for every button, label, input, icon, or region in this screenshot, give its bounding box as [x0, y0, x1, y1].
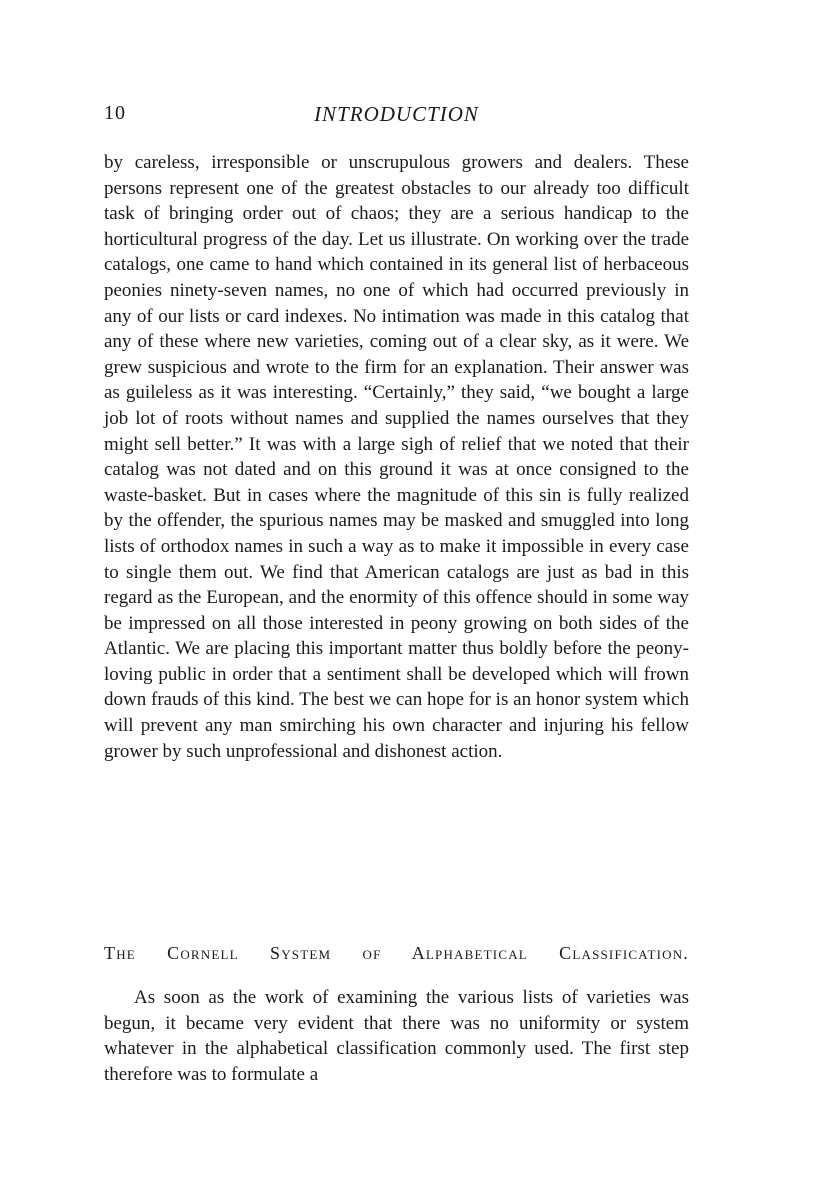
body-text	[104, 150, 689, 764]
paragraph: by careless, irresponsible or unscrupulous growers and dealers. These persons represent one of the greatest obstacles to our already too difficult task of bringing order out of chaos; they are a serious handicap to the horticultural progress of the day. Let us illustrate. On working over the trade catalogs, one came to hand which contained in its general list of herbaceous peonies ninety-seven names, no one of which had occurred previously in any of our lists or card indexes. No intimation was made in this catalog that any of these where new varieties, coming out of a clear sky, as it were. We grew suspicious and wrote to the firm for an explanation. Their answer was as guileless as it was interesting. “Certainly,” they said, “we bought a large job lot of roots without names and supplied the names ourselves that they might sell better.” It was with a large sigh of relief that we noted that their catalog was not dated and on this ground it was at once consigned to the waste-basket. But in cases where the magnitude of this sin is fully realized by the offender, the spurious names may be masked and smuggled into long lists of orthodox names in such a way as to make it impossible in every case to single them out. We find that American catalogs are just as bad in this regard as the European, and the enormity of this offence should in some way be impressed on all those interested in peony growing on both sides of the Atlantic. We are placing this important matter thus boldly before the peony-loving public in order that a sentiment shall be developed which will frown down frauds of this kind. The best we can hope for is an honor system which will prevent any man smirching his own character and injuring his fellow grower by such unprofessional and dishonest action.	[104, 152, 689, 762]
page-header	[104, 102, 689, 130]
section-text	[104, 985, 689, 1087]
section-heading: The Cornell System of Alphabetical Classification.	[104, 943, 689, 963]
page-number: 10	[104, 102, 126, 124]
running-head: INTRODUCTION	[314, 102, 479, 126]
paragraph: As soon as the work of examining the various lists of varieties was begun, it became very evident that there was no uniformity or system whatever in the alphabetical classification commonly used. The first step therefore was to formulate a	[104, 987, 689, 1085]
